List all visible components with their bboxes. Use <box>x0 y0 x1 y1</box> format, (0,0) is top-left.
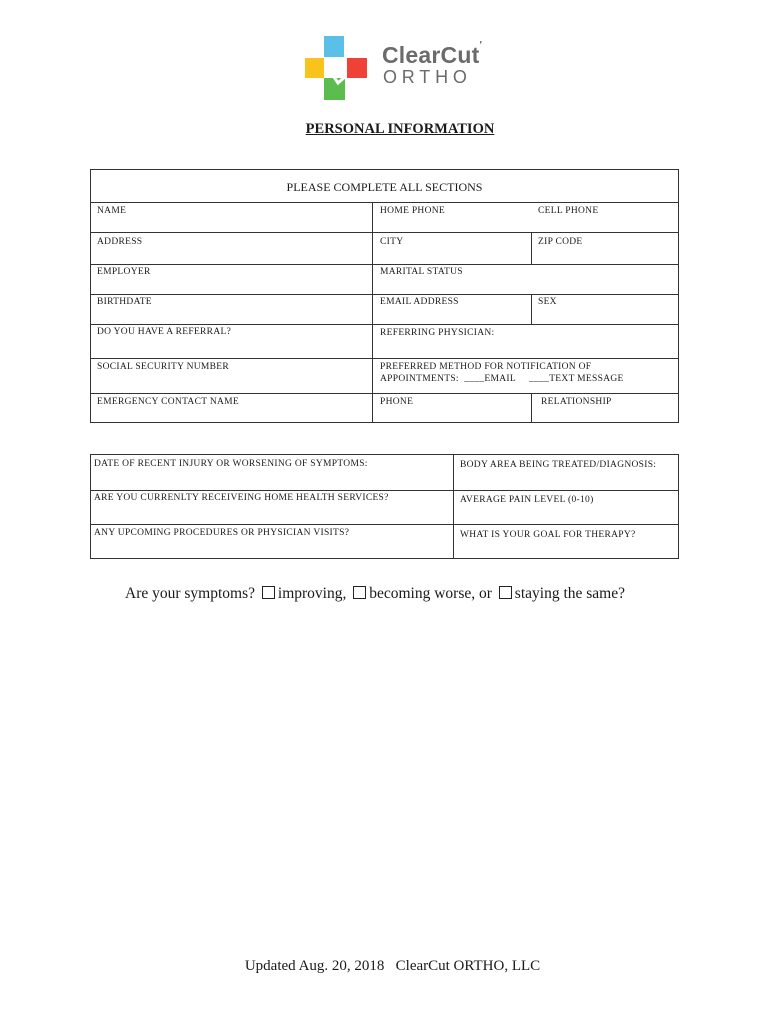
logo-square-red <box>347 58 367 78</box>
city-field[interactable]: CITY <box>380 237 404 247</box>
notification-method-options[interactable]: APPOINTMENTS: ____EMAIL ____TEXT MESSAGE <box>380 374 624 384</box>
symptoms-question <box>125 585 625 603</box>
improving-checkbox[interactable] <box>262 586 275 599</box>
emergency-phone-field[interactable]: PHONE <box>380 397 414 407</box>
employer-field[interactable]: EMPLOYER <box>97 267 151 277</box>
page-title: PERSONAL INFORMATION <box>305 121 495 137</box>
cell-phone-field[interactable]: CELL PHONE <box>538 206 599 216</box>
birthdate-field[interactable]: BIRTHDATE <box>97 297 152 307</box>
notification-method-label: PREFERRED METHOD FOR NOTIFICATION OF <box>380 362 592 372</box>
ssn-field[interactable]: SOCIAL SECURITY NUMBER <box>97 362 230 372</box>
body-area-field[interactable]: BODY AREA BEING TREATED/DIAGNOSIS: <box>460 460 657 470</box>
sex-field[interactable]: SEX <box>538 297 557 307</box>
relationship-field[interactable]: RELATIONSHIP <box>541 397 612 407</box>
marital-status-field[interactable]: MARITAL STATUS <box>380 267 463 277</box>
worse-label: becoming worse, or <box>369 585 492 602</box>
personal-info-table <box>90 169 679 423</box>
same-label: staying the same? <box>514 585 625 602</box>
worse-checkbox[interactable] <box>353 586 366 599</box>
zip-code-field[interactable]: ZIP CODE <box>538 237 583 247</box>
logo-square-yellow <box>305 58 324 78</box>
referring-physician-field[interactable]: REFERRING PHYSICIAN: <box>380 328 495 338</box>
logo-mark <box>305 36 375 102</box>
pain-level-field[interactable]: AVERAGE PAIN LEVEL (0-10) <box>460 495 594 505</box>
procedures-field[interactable]: ANY UPCOMING PROCEDURES OR PHYSICIAN VISITS? <box>94 528 350 538</box>
home-health-field[interactable]: ARE YOU CURRENLTY RECEIVEING HOME HEALTH SERVICES? <box>94 493 389 503</box>
email-field[interactable]: EMAIL ADDRESS <box>380 297 459 307</box>
therapy-goal-field[interactable]: WHAT IS YOUR GOAL FOR THERAPY? <box>460 530 636 540</box>
emergency-contact-field[interactable]: EMERGENCY CONTACT NAME <box>97 397 240 407</box>
improving-label: improving, <box>277 585 347 602</box>
medical-info-table <box>90 454 679 559</box>
name-field[interactable]: NAME <box>97 206 127 216</box>
injury-date-field[interactable]: DATE OF RECENT INJURY OR WORSENING OF SYMPTOMS: <box>94 459 368 469</box>
logo-wordmark: ClearCut′ <box>382 40 483 68</box>
symptoms-question-label: Are your symptoms? <box>125 585 256 602</box>
footer: Updated Aug. 20, 2018 ClearCut ORTHO, LLC <box>244 958 541 974</box>
home-phone-field[interactable]: HOME PHONE <box>380 206 446 216</box>
logo-subtitle: ORTHO <box>383 67 472 87</box>
referral-field[interactable]: DO YOU HAVE A REFERRAL? <box>97 327 232 337</box>
address-field[interactable]: ADDRESS <box>97 237 143 247</box>
logo-square-blue <box>324 36 344 57</box>
same-checkbox[interactable] <box>499 586 512 599</box>
table-header: PLEASE COMPLETE ALL SECTIONS <box>91 170 678 203</box>
